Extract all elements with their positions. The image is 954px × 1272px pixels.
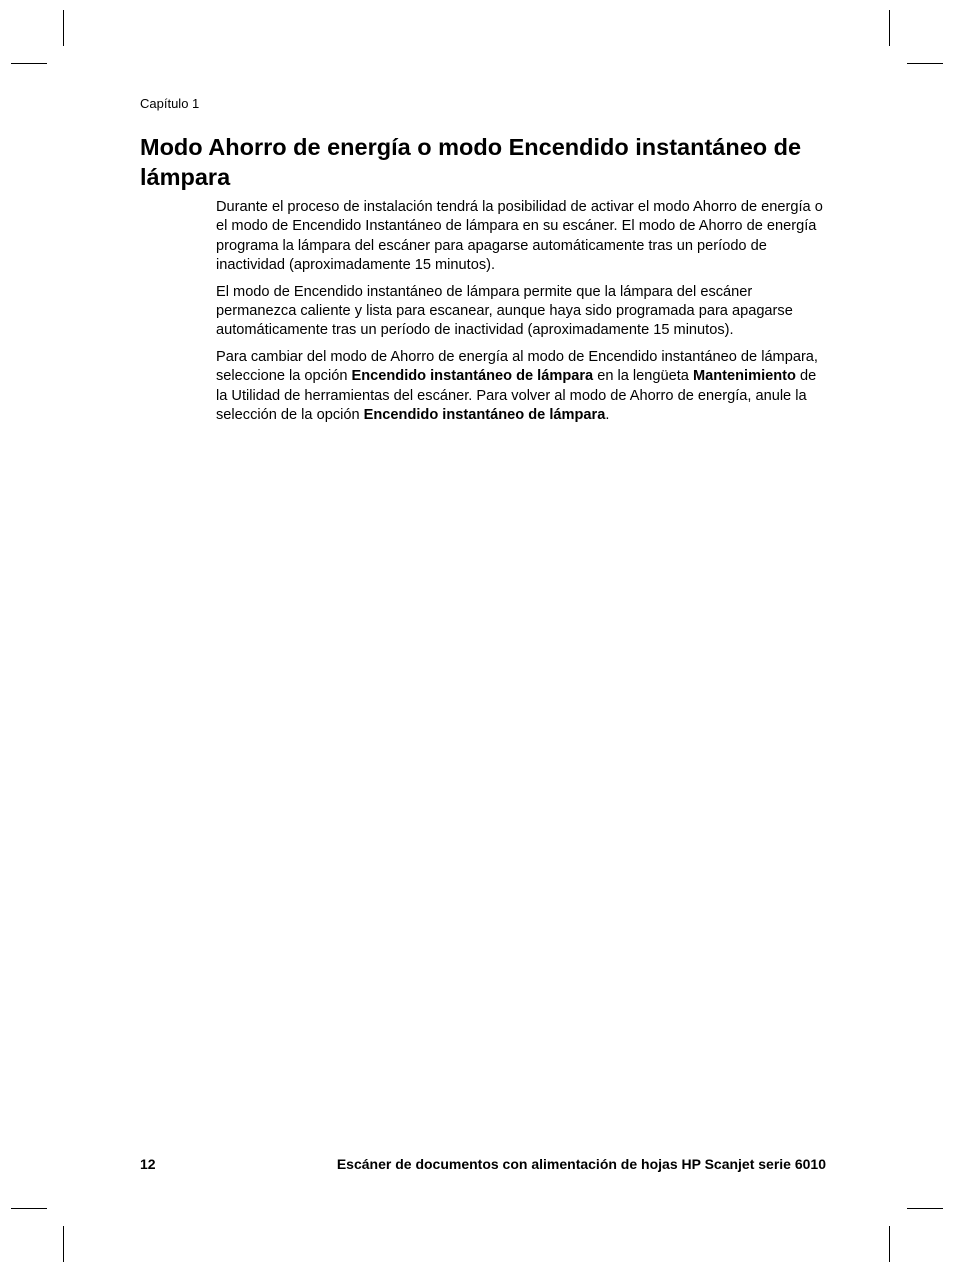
text-run: Para cambiar del modo de Ahorro de energía al modo de Encendido instantáneo de lámpara, seleccione la opción: [216, 348, 818, 385]
crop-mark-top-right-horizontal: [907, 63, 943, 64]
paragraph-instant-lamp: El modo de Encendido instantáneo de lámpara permite que la lámpara del escáner permanezca caliente y lista para escanear, aunque haya sido programada para apagarse automáticamente tras un período de inactividad (aproximadamente 15 minutos).: [216, 283, 793, 339]
paragraph-switch-modes: [216, 348, 826, 426]
text-run: de la Utilidad de herramientas del escáner. Para volver al modo de Ahorro de energía, anule la selección de la opción: [216, 368, 817, 424]
crop-mark-bottom-right-vertical: [889, 1226, 890, 1262]
tab-name-maintenance: Mantenimiento: [692, 368, 796, 385]
paragraph-power-save: Durante el proceso de instalación tendrá la posibilidad de activar el modo Ahorro de energía o el modo de Encendido Instantáneo de lámpara en su escáner. El modo de Ahorro de energía programa la lámpara del escáner para apagarse automáticamente tras un período de inactividad (aproximadamente 15 minutos).: [216, 199, 823, 274]
text-run: en la lengüeta: [593, 368, 693, 385]
footer-document-title: Escáner de documentos con alimentación de hojas HP Scanjet serie 6010: [336, 1156, 826, 1172]
crop-mark-bottom-right-horizontal: [907, 1208, 943, 1209]
option-name-instant-lamp-2: Encendido instantáneo de lámpara: [363, 407, 606, 424]
page-number: 12: [140, 1156, 156, 1172]
text-run: .: [605, 407, 610, 424]
crop-mark-bottom-left-vertical: [63, 1226, 64, 1262]
section-title: Modo Ahorro de energía o modo Encendido instantáneo de lámpara: [140, 134, 802, 190]
crop-mark-bottom-left-horizontal: [11, 1208, 47, 1209]
chapter-label: Capítulo 1: [140, 96, 200, 111]
crop-mark-top-left-vertical: [63, 10, 64, 46]
crop-mark-top-left-horizontal: [11, 63, 47, 64]
crop-mark-top-right-vertical: [889, 10, 890, 46]
option-name-instant-lamp: Encendido instantáneo de lámpara: [351, 368, 594, 385]
section-body: [216, 198, 826, 432]
